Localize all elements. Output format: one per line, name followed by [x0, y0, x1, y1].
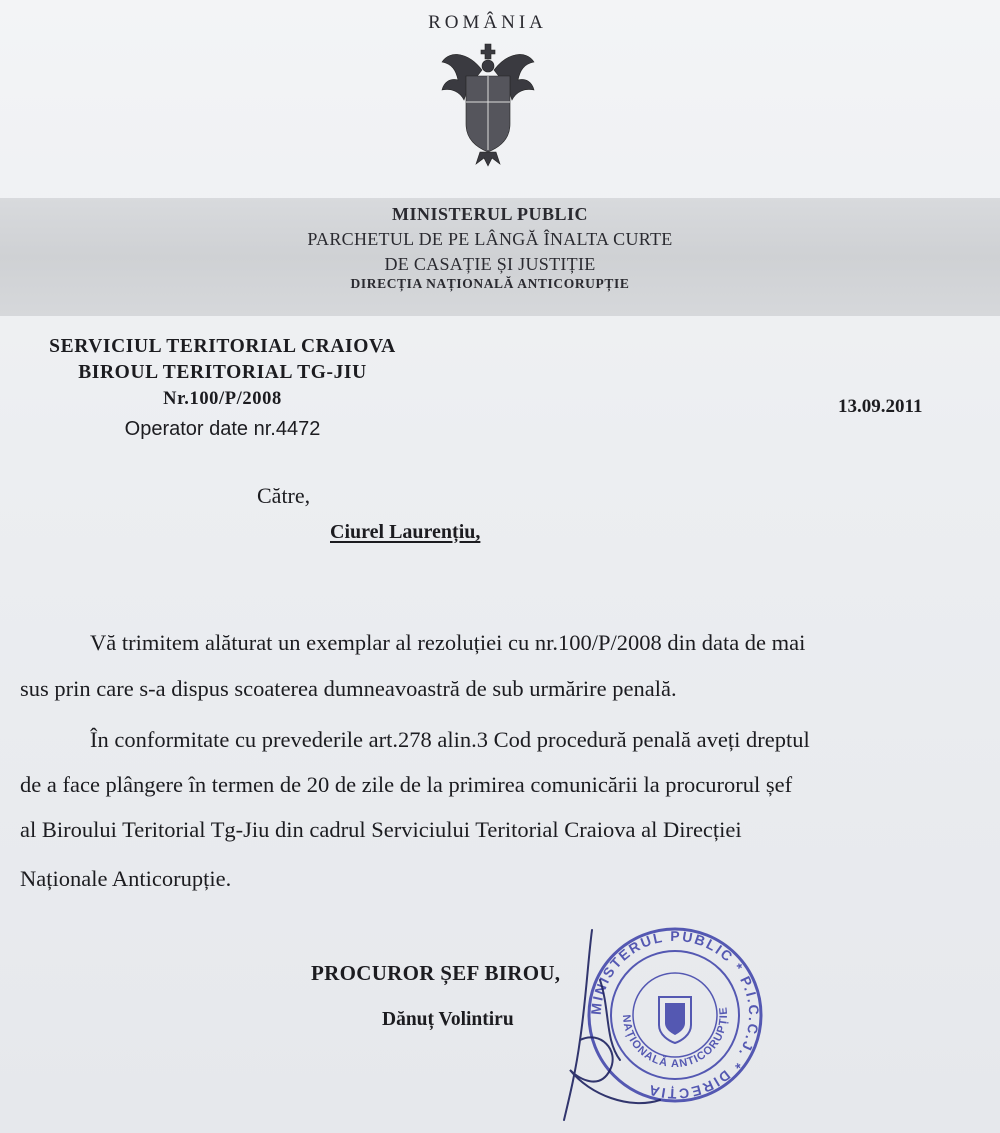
- stamp-inner-text: NAȚIONALĂ ANTICORUPȚIE: [619, 1005, 731, 1071]
- signatory-role: PROCUROR ȘEF BIROU,: [311, 961, 561, 985]
- body-line: Vă trimitem alăturat un exemplar al rezoluției cu nr.100/P/2008 din data de mai: [90, 630, 806, 655]
- stamp-outer-text: MINISTERUL PUBLIC * P.I.C.C.J. * DIRECȚIA: [587, 927, 763, 1103]
- institution-line-2: PARCHETUL DE PE LÂNGĂ ÎNALTA CURTE: [307, 229, 673, 249]
- body-line: Naționale Anticorupție.: [20, 866, 232, 891]
- service-line-2: BIROUL TERITORIAL TG-JIU: [78, 362, 367, 383]
- document-date: 13.09.2011: [838, 396, 923, 417]
- operator-number: Operator date nr.4472: [124, 418, 321, 440]
- body-line: al Biroului Teritorial Tg-Jiu din cadrul Serviciului Teritorial Craiova al Direcției: [20, 817, 742, 842]
- body-line: În conformitate cu prevederile art.278 alin.3 Cod procedură penală aveți dreptul: [90, 727, 810, 752]
- signatory-name: Dănuț Volintiru: [382, 1009, 514, 1030]
- institution-line-1: MINISTERUL PUBLIC: [391, 204, 589, 224]
- service-line-1: SERVICIUL TERITORIAL CRAIOVA: [49, 336, 396, 357]
- institution-line-4: DIRECȚIA NAȚIONALĂ ANTICORUPȚIE: [350, 276, 630, 291]
- body-line: sus prin care s-a dispus scoaterea dumneavoastră de sub urmărire penală.: [20, 676, 677, 701]
- reference-number: Nr.100/P/2008: [163, 389, 282, 409]
- salutation: Către,: [257, 483, 311, 508]
- addressee-name: Ciurel Laurențiu,: [330, 521, 481, 543]
- country-title: ROMÂNIA: [428, 12, 547, 33]
- handwritten-signature: [540, 920, 720, 1130]
- body-line: de a face plângere în termen de 20 de zile de la primirea comunicării la procurorul șef: [20, 772, 793, 797]
- coat-of-arms-icon: [438, 40, 538, 168]
- institution-line-3: DE CASAȚIE ȘI JUSTIȚIE: [384, 254, 596, 274]
